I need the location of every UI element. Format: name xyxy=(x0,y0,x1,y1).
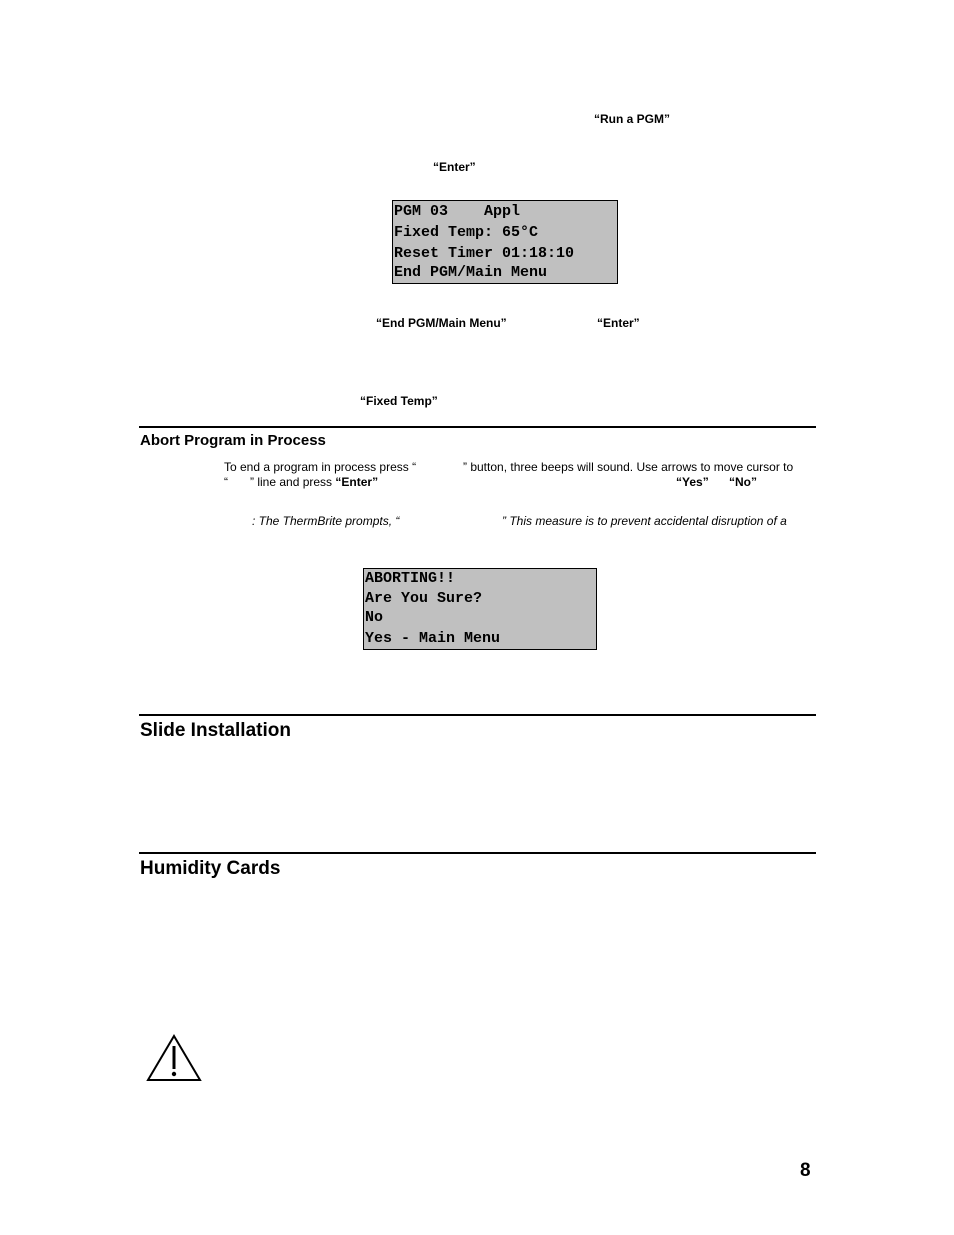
lcd-line: PGM 03 Appl xyxy=(394,203,521,220)
lcd-display-aborting xyxy=(363,568,597,650)
abort-text xyxy=(250,475,378,489)
lcd-line: Fixed Temp: 65°C xyxy=(394,224,539,241)
abort-heading: Abort Program in Process xyxy=(140,432,326,449)
enter-label: “Enter” xyxy=(335,475,379,489)
lcd-line: Yes - Main Menu xyxy=(365,630,501,647)
lcd-line: End PGM/Main Menu xyxy=(394,264,548,281)
enter-label: “Enter” xyxy=(597,316,640,330)
enter-label: “Enter” xyxy=(433,160,476,174)
fixed-temp-label: “Fixed Temp” xyxy=(360,394,438,408)
yes-label: “Yes” xyxy=(676,475,709,489)
lcd-line: ABORTING!! xyxy=(365,570,456,587)
warning-triangle-icon xyxy=(146,1034,202,1082)
abort-text: To end a program in process press “ xyxy=(224,460,417,474)
lcd-line: Are You Sure? xyxy=(365,590,483,607)
section-divider xyxy=(139,426,816,428)
run-pgm-label: “Run a PGM” xyxy=(594,112,671,126)
slide-installation-heading: Slide Installation xyxy=(140,720,291,741)
section-divider xyxy=(139,852,816,854)
no-label: “No” xyxy=(729,475,757,489)
note-text: : The ThermBrite prompts, “ xyxy=(252,514,400,528)
abort-text: ” button, three beeps will sound. Use arrows to move cursor to xyxy=(463,460,794,474)
section-divider xyxy=(139,714,816,716)
note-text: ” This measure is to prevent accidental disruption of a xyxy=(502,514,787,528)
lcd-display-program xyxy=(392,200,618,284)
lcd-line: No xyxy=(365,609,384,626)
abort-text: “ xyxy=(224,475,228,489)
humidity-cards-heading: Humidity Cards xyxy=(140,858,281,879)
page-number: 8 xyxy=(800,1160,811,1181)
lcd-line: Reset Timer 01:18:10 xyxy=(394,245,575,262)
abort-text-part: ” line and press xyxy=(250,475,336,489)
end-pgm-label: “End PGM/Main Menu” xyxy=(376,316,507,330)
